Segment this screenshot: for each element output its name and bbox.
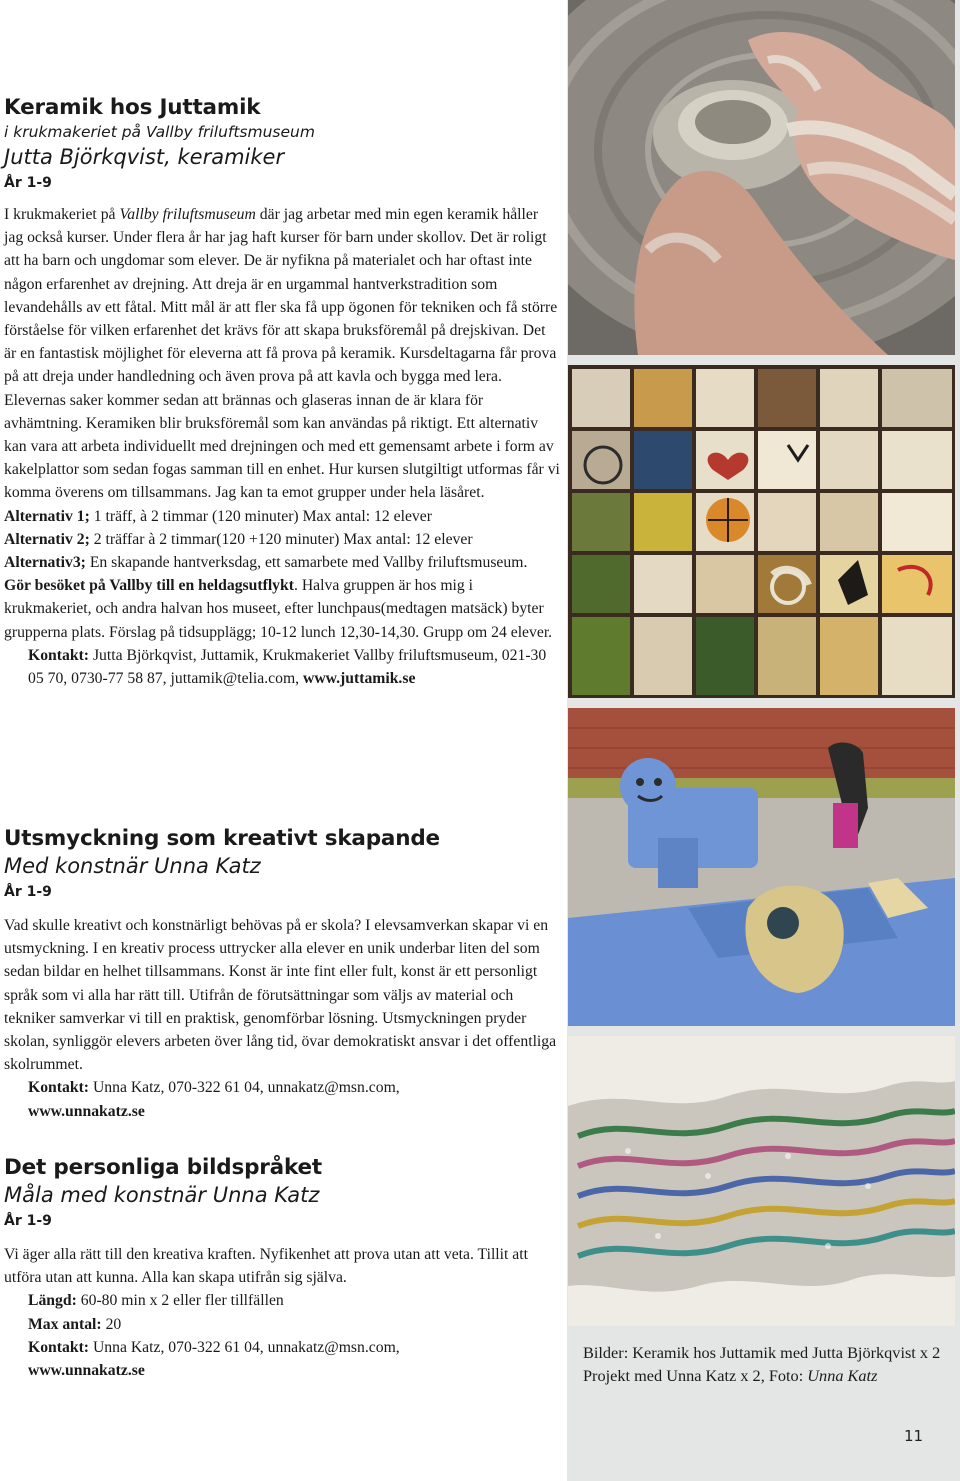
section-subtitle-small: i krukmakeriet på Vallby friluftsmuseum xyxy=(4,123,315,141)
section-subtitle: Med konstnär Unna Katz xyxy=(4,854,261,878)
photo-caption xyxy=(583,1341,943,1387)
grade-label: År 1-9 xyxy=(4,175,52,191)
contact-info: Kontakt: Unna Katz, 070-322 61 04, unnakatz@msn.com, www.unnakatz.se xyxy=(28,1338,400,1380)
visit-tip: Gör besöket på Vallby till en heldagsutflykt. Halva gruppen är hos mig i krukmakeriet, och andra halvan hos museet, efter lunchpaus(medtagen matsäck) byter grupperna plats. Förslag på tidsupplägg; 10-12 lunch 12,30-14,30. Grupp om 24 elever. xyxy=(4,577,553,641)
section-body: I krukmakeriet på Vallby friluftsmuseum där jag arbetar med min egen keramik håller jag också kurser. Under flera år har jag haft kurser för barn under skollov. Det är roligt att ha barn och ungdomar som elever. De är nyfikna på materialet och har oftast inte någon erfarenhet av drejning. Att dreja är en urgammal hantverkstradition som levandehålls av ett fåtal. Mitt mål är att fler ska få upp ögonen för tekniken och få större förståelse för vilken erfarenhet det krävs för att skapa bruksföremål på drejskivan. Det är en fantastisk möjlighet för eleverna att få prova på keramik. Kursdeltagarna får prova på att dreja under handledning och även prova på att kavla och bygga med lera. Elevernas saker kommer sedan att brännas och glaseras innan de är klara för avhämtning. Keramiken blir bruksföremål som kan användas på riktigt. Ett alternativ kan vara att arbeta individuellt med drejningen och med ett gemensamt arbete i form av kakelplattor som sedan fogas samman till en enhet. Hur kursen slutgiltigt utformas får vi komma överens om tillsammans. Jag kan ta emot grupper under hela läsåret. xyxy=(4,206,560,502)
contact-info: Kontakt: Unna Katz, 070-322 61 04, unnakatz@msn.com, www.unnakatz.se xyxy=(28,1079,400,1120)
page-number: 11 xyxy=(904,1427,924,1445)
length-info: Längd: 60-80 min x 2 eller fler tillfällen xyxy=(28,1292,284,1310)
caption-line-2: Projekt med Unna Katz x 2, Foto: Unna Katz xyxy=(583,1366,878,1385)
photo-pottery-wheel xyxy=(568,0,955,355)
photo-blue-sculptures xyxy=(568,708,955,1026)
section-body: Vi äger alla rätt till den kreativa kraften. Nyfikenhet att prova utan att veta. Tillit att utföra utan att kunna. Alla kan skapa utifrån sig själva. xyxy=(4,1246,528,1287)
section-bildspraket xyxy=(4,1155,560,1382)
grade-label: År 1-9 xyxy=(4,884,52,900)
section-utsmyckning xyxy=(4,826,560,1123)
section-title: Utsmyckning som kreativt skapande xyxy=(4,826,440,851)
alternative-3: Alternativ3; En skapande hantverksdag, ett samarbete med Vallby friluftsmuseum. xyxy=(4,554,528,572)
alternative-1: Alternativ 1; 1 träff, à 2 timmar (120 minuter) Max antal: 12 elever xyxy=(4,507,432,525)
photo-ceramic-tiles xyxy=(568,365,955,698)
website-link[interactable]: www.unnakatz.se xyxy=(28,1362,145,1380)
alternative-2: Alternativ 2; 2 träffar à 2 timmar(120 +120 minuter) Max antal: 12 elever xyxy=(4,530,473,548)
section-subtitle: Måla med konstnär Unna Katz xyxy=(4,1183,320,1207)
section-title: Keramik hos Juttamik xyxy=(4,95,261,120)
grade-label: År 1-9 xyxy=(4,1213,52,1229)
website-link[interactable]: www.juttamik.se xyxy=(303,670,416,688)
website-link[interactable]: www.unnakatz.se xyxy=(28,1102,145,1120)
max-info: Max antal: 20 xyxy=(28,1315,122,1333)
contact-info: Kontakt: Jutta Björkqvist, Juttamik, Krukmakeriet Vallby friluftsmuseum, 021-30 05 70, 0730-77 58 87, juttamik@telia.com, www.juttamik.se xyxy=(28,646,547,688)
section-title: Det personliga bildspråket xyxy=(4,1155,322,1180)
caption-line-1: Bilder: Keramik hos Juttamik med Jutta Björkqvist x 2 xyxy=(583,1343,941,1362)
section-subtitle: Jutta Björkqvist, keramiker xyxy=(4,145,285,169)
section-body: Vad skulle kreativt och konstnärligt behövas på er skola? I elevsamverkan skapar vi en utsmyckning. I en kreativ process uttrycker alla elever en unik underbar liten del som sedan bildar en helhet tillsammans. Konst är inte fint eller fult, konst är ett personligt språk som vi alla har rätt till. Utifrån de förutsättningar som väljs av material och tekniker samverkar vi till en praktisk, genomförbar lösning. Utsmyckningen pryder skolan, synliggör elevers arbeten över lång tid, övar demokratiskt ansvar i det offentliga skolrummet. xyxy=(4,917,557,1074)
photo-mosaic xyxy=(568,1036,955,1326)
section-keramik xyxy=(4,95,560,690)
